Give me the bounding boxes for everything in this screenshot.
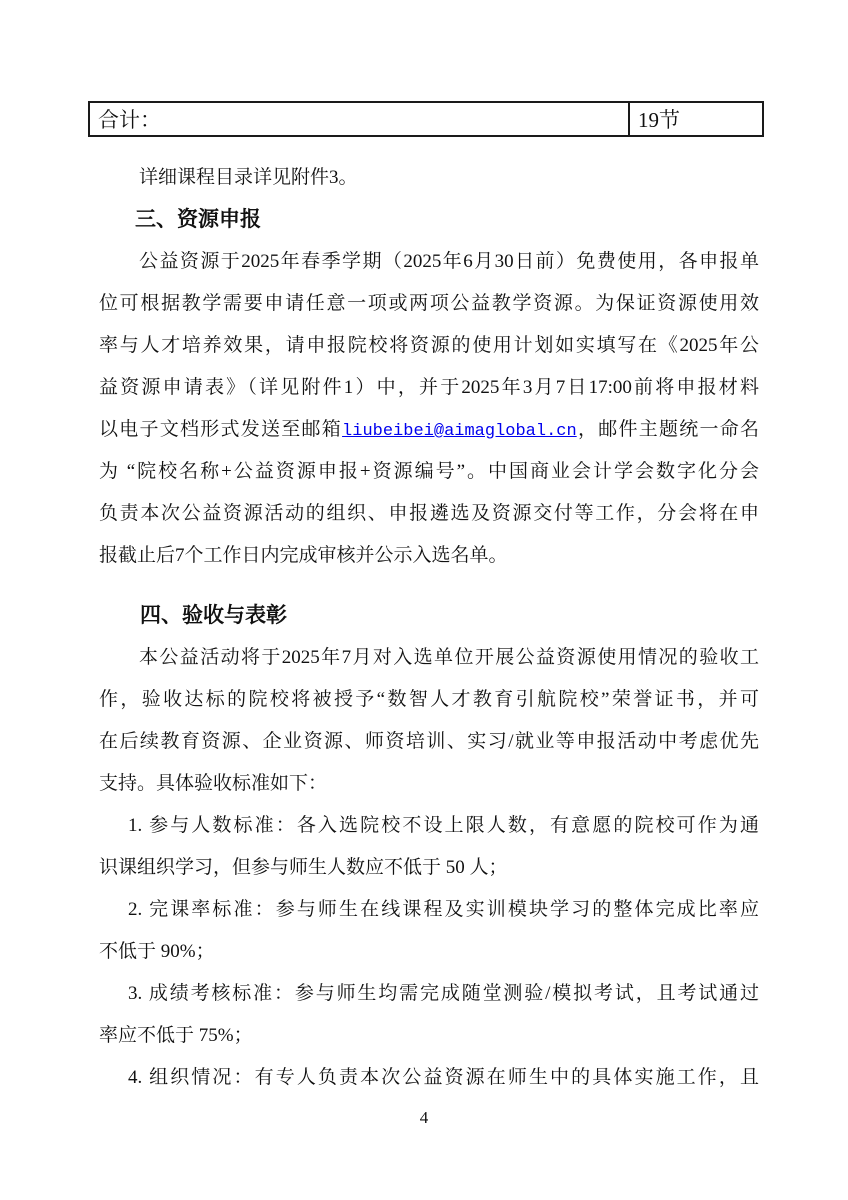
text-line: 负责本次公益资源活动的组织、申报遴选及资源交付等工作，分会将在申: [99, 503, 759, 524]
total-value-cell: 19节: [629, 102, 763, 136]
text-line: 报截止后7个工作日内完成审核并公示入选名单。: [99, 545, 508, 566]
criteria-item-1: [99, 805, 759, 889]
text-line: 本公益活动将于2025年7月对入选单位开展公益资源使用情况的验收工: [139, 647, 759, 668]
section3-heading: 三、资源申报: [135, 208, 261, 231]
section4-heading: 四、验收与表彰: [140, 604, 287, 627]
criteria-item-3: [99, 973, 759, 1057]
text-line: 益资源申请表》（详见附件1）中，并于2025年3月7日17:00前将申报材料: [99, 377, 759, 398]
text-line: 公益资源于2025年春季学期（2025年6月30日前）免费使用，各申报单: [139, 251, 759, 272]
text-line: 不低于 90%；: [99, 941, 215, 962]
text-line: 位可根据教学需要申请任意一项或两项公益教学资源。为保证资源使用效: [99, 293, 759, 314]
total-table: [88, 101, 764, 137]
text-line: 支持。具体验收标准如下：: [99, 773, 328, 794]
email-line-pre: 以电子文档形式发送至邮箱: [99, 419, 343, 440]
email-line: [99, 409, 759, 451]
document-body: [99, 137, 759, 1099]
text-line: 在后续教育资源、企业资源、师资培训、实习/就业等申报活动中考虑优先: [99, 731, 759, 752]
email-link[interactable]: liubeibei@aimaglobal.cn: [342, 422, 577, 441]
text-line: 识课组织学习，但参与师生人数应不低于 50 人；: [99, 857, 508, 878]
text-line: 率应不低于 75%；: [99, 1025, 253, 1046]
section3-paragraph: [99, 241, 759, 577]
total-label-cell: 合计：: [89, 102, 629, 136]
text-line: 作，验收达标的院校将被授予“数智人才教育引航院校”荣誉证书，并可: [99, 689, 759, 710]
intro-paragraph: [99, 157, 759, 199]
total-row: [89, 102, 763, 136]
text-line: 1. 参与人数标准：各入选院校不设上限人数，有意愿的院校可作为通: [128, 815, 759, 836]
email-line-post: ，邮件主题统一命名: [576, 419, 759, 440]
text-line: 率与人才培养效果，请申报院校将资源的使用计划如实填写在《2025年公: [99, 335, 759, 356]
text-line: 4. 组织情况：有专人负责本次公益资源在师生中的具体实施工作，且: [128, 1067, 759, 1088]
section4-paragraph: [99, 637, 759, 805]
criteria-item-2: [99, 889, 759, 973]
text-line: 3. 成绩考核标准：参与师生均需完成随堂测验/模拟考试，且考试通过: [128, 983, 759, 1004]
criteria-item-4: [99, 1057, 759, 1099]
text-line: 2. 完课率标准：参与师生在线课程及实训模块学习的整体完成比率应: [128, 899, 759, 920]
text-line: 为 “院校名称+公益资源申报+资源编号”。中国商业会计学会数字化分会: [99, 461, 759, 482]
intro-line: 详细课程目录详见附件3。: [139, 167, 358, 188]
page-number: 4: [419, 1108, 429, 1127]
